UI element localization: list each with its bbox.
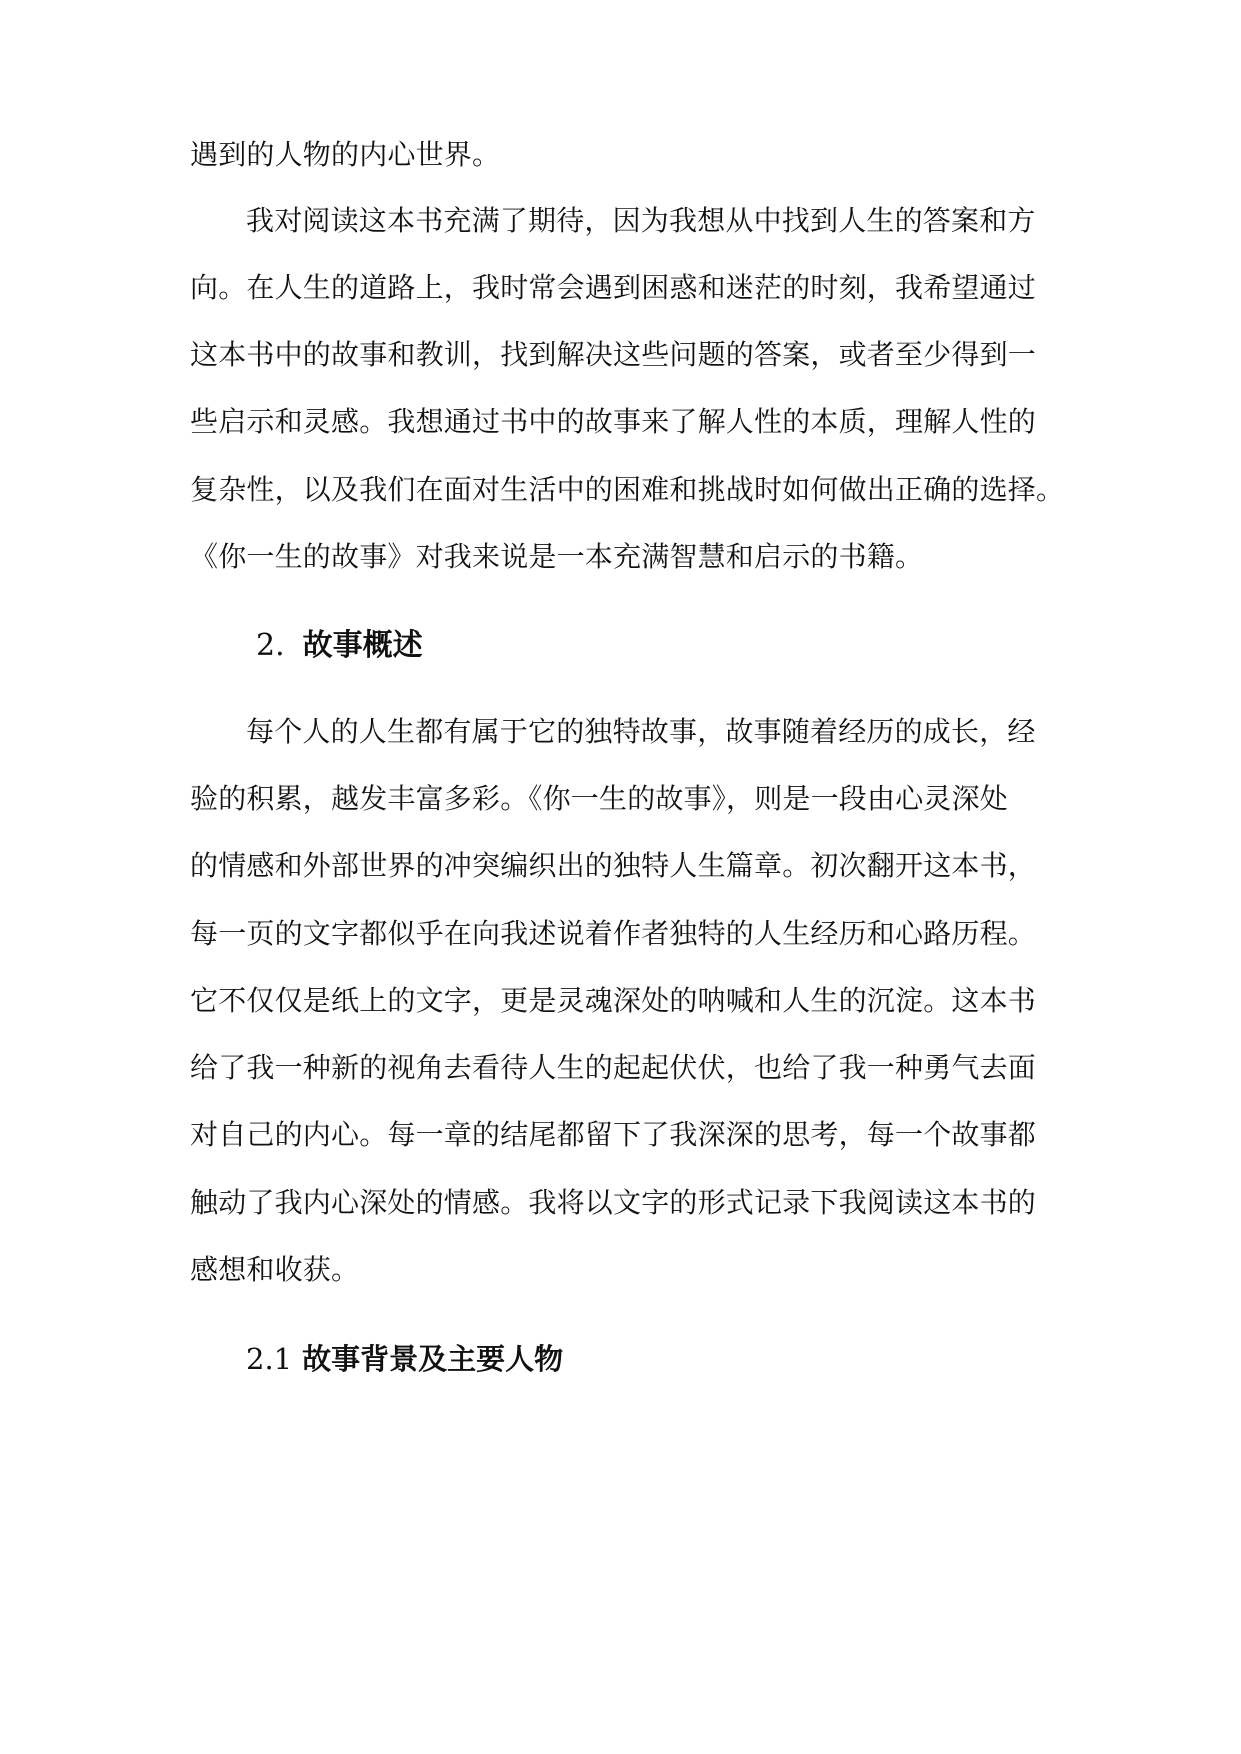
section-heading [256, 624, 423, 668]
subsection-number: 2.1 [246, 1342, 293, 1376]
paragraph-line: 它不仅仅是纸上的文字，更是灵魂深处的呐喊和人生的沉淀。这本书 [190, 984, 1037, 1017]
paragraph-line: 触动了我内心深处的情感。我将以文字的形式记录下我阅读这本书的 [190, 1186, 1037, 1219]
paragraph-line: 向。在人生的道路上，我时常会遇到困惑和迷茫的时刻，我希望通过 [190, 271, 1037, 304]
paragraph-line: 每个人的人生都有属于它的独特故事，故事随着经历的成长，经 [246, 715, 1036, 748]
paragraph-line: 每一页的文字都似乎在向我述说着作者独特的人生经历和心路历程。 [190, 917, 1037, 950]
section-number: 2. [256, 628, 285, 663]
section-title: 故事概述 [302, 628, 423, 663]
paragraph-line: 给了我一种新的视角去看待人生的起起伏伏，也给了我一种勇气去面 [190, 1051, 1037, 1084]
paragraph-line: 这本书中的故事和教训，找到解决这些问题的答案，或者至少得到一 [190, 338, 1037, 371]
paragraph-line: 感想和收获。 [190, 1253, 360, 1286]
subsection-title: 故事背景及主要人物 [302, 1342, 564, 1376]
paragraph-line: 的情感和外部世界的冲突编织出的独特人生篇章。初次翻开这本书， [190, 849, 1037, 882]
paragraph-line: 验的积累，越发丰富多彩。《你一生的故事》，则是一段由心灵深处 [190, 782, 1009, 815]
paragraph-line: 遇到的人物的内心世界。 [190, 138, 501, 171]
paragraph-line: 《你一生的故事》对我来说是一本充满智慧和启示的书籍。 [190, 540, 924, 573]
paragraph-line: 复杂性，以及我们在面对生活中的困难和挑战时如何做出正确的选择。 [190, 473, 1065, 506]
paragraph-line: 对自己的内心。每一章的结尾都留下了我深深的思考，每一个故事都 [190, 1118, 1037, 1151]
paragraph-line: 些启示和灵感。我想通过书中的故事来了解人性的本质，理解人性的 [190, 405, 1037, 438]
subsection-heading [246, 1338, 563, 1380]
paragraph-line: 我对阅读这本书充满了期待，因为我想从中找到人生的答案和方 [246, 204, 1036, 237]
